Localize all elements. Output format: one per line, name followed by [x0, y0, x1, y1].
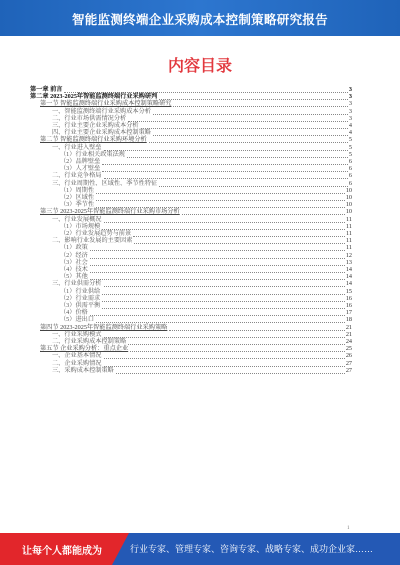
toc-entry-page: 21 [345, 323, 352, 331]
toc-entry-page: 16 [345, 294, 352, 302]
toc-entry-label: 四、行业主要企业采购成本控制策略 [52, 129, 151, 137]
toc-leader-dots [116, 369, 345, 374]
toc-entry-label: （4）价格 [60, 309, 88, 317]
report-header-bar [0, 0, 400, 36]
toc-entry-page: 18 [345, 316, 352, 324]
toc-entry-label: 二、企业采购情况 [52, 359, 102, 367]
toc-entry-label: （4）技术 [60, 266, 88, 273]
toc-entry-page: 27 [345, 359, 352, 367]
toc-entry-label: （3）季节性 [60, 201, 95, 209]
toc-entry-label: 三、行业周期性、区域性、季节性特征 [52, 179, 158, 187]
toc-entry-page: 11 [346, 230, 352, 237]
report-title: 智能监测终端企业采购成本控制策略研究报告 [71, 13, 328, 27]
toc-entry-page: 11 [346, 222, 352, 230]
toc-entry-label: （3）人才壁垒 [60, 165, 101, 173]
toc-entry-label: （1）行业相关政策法规 [60, 150, 125, 158]
toc-entry-label: （2）行业需求 [60, 294, 101, 302]
toc-entry-page: 6 [348, 179, 352, 187]
toc-entry-label: （3）供需平衡 [60, 302, 101, 309]
toc-entry-page: 26 [345, 352, 352, 360]
toc-entry-label: 二、行业竞争格局 [52, 172, 102, 180]
toc-entry-page: 4 [348, 129, 352, 137]
toc-entry-page: 4 [348, 122, 352, 129]
toc-entry-label: （1）行业供给 [60, 287, 101, 295]
toc-entry-label: （2）区域性 [60, 194, 95, 201]
toc-entry-page: 6 [348, 165, 352, 173]
toc-entry-page: 11 [346, 237, 352, 245]
toc-entry-label: 第二节 智能监测终端行业采购环境分析 [40, 136, 147, 144]
toc-entry-label: 一、行业采购模式 [52, 330, 102, 338]
toc-entry-label: 一、智能监测终端行业采购成本分析 [52, 107, 151, 115]
toc-entry-page: 12 [345, 251, 352, 259]
toc-heading: 内容目录 [167, 56, 232, 75]
toc-entry-label: （5）其他 [60, 273, 88, 281]
toc-entry-label: 一、企业基本情况 [52, 352, 102, 360]
toc-entry-label: 第三节 2023-2025年智能监测终端行业采购市场分析 [40, 208, 180, 216]
page-number: 1 [347, 526, 350, 531]
toc-entry-page: 3 [348, 107, 352, 115]
toc-entry-page: 3 [348, 93, 352, 101]
toc-entry-label: 一、行业发展概况 [52, 215, 102, 223]
toc-entry-page: 3 [348, 100, 352, 108]
toc-entry-label: （1）周期性 [60, 186, 95, 194]
toc-entry-label: 二、行业采购成本控制策略 [52, 338, 127, 345]
footer-banner [0, 533, 400, 565]
toc-entry-label: 三、行业主要企业采购成本分析 [52, 122, 139, 129]
toc-entry-page: 11 [346, 215, 352, 223]
toc-entry-page: 5 [348, 143, 352, 151]
toc-entry-page: 14 [345, 280, 352, 288]
toc-entry-page: 11 [346, 244, 352, 252]
toc-entry-page: 25 [345, 345, 352, 353]
toc-entry-label: （2）行业发展趋势与前景 [60, 230, 132, 237]
toc-entry-page: 14 [345, 273, 352, 281]
toc-entry-page: 5 [348, 150, 352, 158]
toc-entry-page: 10 [345, 194, 352, 201]
toc-entry-label: 三、行业供需分析 [52, 280, 102, 288]
toc-entry-label: （5）进出口 [60, 316, 95, 324]
toc-entry-label: 二、行业市场供需情况分析 [52, 114, 127, 122]
toc-entry-page: 13 [345, 258, 352, 266]
toc-entry-page: 10 [345, 186, 352, 194]
toc-entry-page: 5 [348, 136, 352, 144]
toc-entry-page: 14 [345, 266, 352, 273]
toc-entry-page: 3 [348, 86, 352, 93]
toc-entry-page: 10 [345, 201, 352, 209]
toc-entry-label: （2）品牌壁垒 [60, 158, 101, 165]
toc-entry-page: 21 [345, 330, 352, 338]
toc-entry-label: 第二章 2023-2025年智能监测终端行业采购研判 [30, 93, 158, 101]
toc-entry-page: 3 [348, 114, 352, 122]
toc-entry-page: 6 [348, 158, 352, 165]
toc-entry-page: 10 [345, 208, 352, 216]
toc-entry-label: （2）经济 [60, 251, 88, 259]
toc-entry-page: 27 [345, 366, 352, 374]
toc-entry-page: 15 [345, 287, 352, 295]
toc-entry-label: 第五节 企业采购分析：重点企业 [40, 345, 129, 353]
toc-entry-label: 第四节 2023-2025年智能监测终端行业采购策略 [40, 323, 168, 331]
toc-entry-label: （3）社会 [60, 258, 88, 266]
toc-entry-page: 6 [348, 172, 352, 180]
footer-slogan-right: 行业专家、管理专家、咨询专家、战略专家、成功企业家…… [130, 544, 374, 554]
toc-entry-page: 17 [345, 309, 352, 317]
toc-entry-label: 三、采购成本控制策略 [52, 366, 114, 374]
toc-entry-label: （1）政策 [60, 244, 88, 252]
toc-entry-label: （1）市场规模 [60, 222, 101, 230]
toc-entry-label: 一、行业进入壁垒 [52, 143, 102, 151]
footer-slogan-left: 让每个人都能成为 [22, 546, 102, 557]
toc-entry-label: 二、影响行业发展的主要因素 [52, 237, 133, 245]
toc-entry-page: 16 [345, 302, 352, 309]
toc-entry-label: 第一节 智能监测终端行业采购成本控制策略研究 [40, 100, 172, 108]
toc-entry[interactable] [52, 367, 352, 375]
toc-entry-label: 第一章 前言 [30, 86, 63, 93]
toc-entry-page: 24 [345, 338, 352, 345]
